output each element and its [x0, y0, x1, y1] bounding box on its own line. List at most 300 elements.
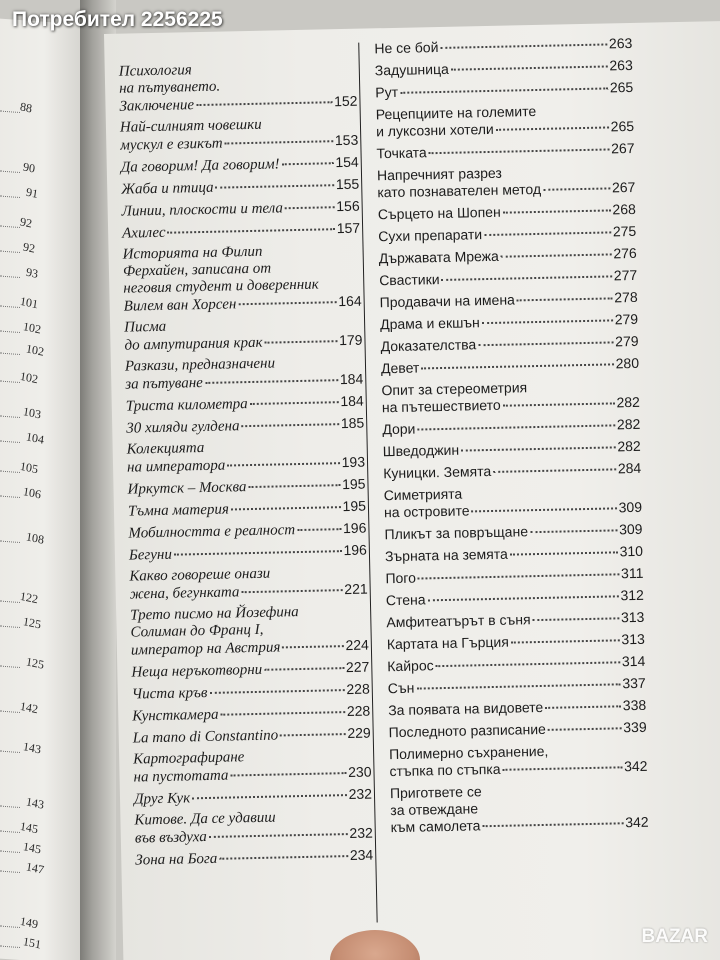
toc-title: император на Австрия	[130, 639, 281, 659]
toc-page-number: 284	[617, 459, 642, 477]
toc-title-row	[380, 311, 638, 333]
toc-page-number: 310	[619, 542, 644, 560]
left-dot-leader	[0, 331, 20, 333]
dot-leader	[282, 162, 334, 165]
toc-title: Свастики	[379, 271, 440, 289]
dot-leader	[421, 363, 613, 369]
toc-title-line: за отвеждане	[390, 800, 479, 819]
dot-leader	[225, 140, 333, 144]
toc-title: Рут	[375, 83, 399, 101]
toc-entry	[134, 786, 372, 809]
toc-title-row	[381, 355, 639, 377]
contents-column-left	[119, 59, 374, 874]
dot-leader	[530, 529, 617, 533]
toc-title-line: Колекцията	[126, 439, 205, 458]
toc-page-number: 268	[612, 200, 636, 218]
user-watermark: Потребител 2256225	[12, 8, 223, 31]
toc-title: Амфитеатърът в съня	[386, 611, 531, 631]
toc-title-row	[380, 333, 638, 355]
toc-entry	[385, 565, 643, 587]
toc-title-row	[379, 267, 637, 289]
toc-entry	[374, 35, 632, 57]
toc-entry	[381, 355, 639, 377]
toc-page-number: 196	[342, 519, 367, 537]
dot-leader	[231, 506, 341, 510]
left-dot-leader	[0, 196, 20, 198]
toc-title: Държавата Мрежа	[378, 247, 499, 267]
left-dot-leader	[0, 226, 20, 228]
toc-title: Продавачи на имена	[379, 291, 516, 311]
dot-leader	[533, 617, 619, 621]
dot-leader	[227, 462, 339, 466]
toc-page-number: 265	[610, 117, 635, 135]
toc-title-line: Разкази, предназначени	[124, 355, 276, 375]
left-dot-leader	[0, 471, 20, 473]
left-dot-leader	[0, 541, 20, 543]
toc-title-row	[128, 498, 366, 521]
toc-title: Ахилес	[122, 224, 166, 242]
toc-entry	[124, 315, 363, 355]
toc-title: Вилем ван Хорсен	[123, 296, 237, 315]
dot-leader	[503, 402, 615, 406]
toc-title-line: Писма	[123, 318, 167, 336]
left-dot-leader	[0, 926, 20, 928]
dot-leader	[209, 833, 348, 838]
dot-leader	[478, 341, 613, 346]
toc-title: Сън	[387, 679, 415, 697]
dot-leader	[248, 484, 340, 488]
dot-leader	[493, 468, 616, 473]
left-dot-leader	[0, 353, 20, 355]
toc-entry	[122, 220, 360, 243]
toc-title-line: Напречният разрез	[376, 164, 503, 184]
toc-title-row	[386, 587, 644, 609]
toc-title-row	[122, 198, 360, 221]
dot-leader	[428, 595, 619, 601]
toc-title-row	[376, 140, 634, 162]
toc-title: Драма и екшън	[379, 314, 480, 333]
toc-title-row	[389, 719, 647, 741]
toc-page-number: 282	[616, 393, 640, 411]
toc-entry	[380, 333, 638, 355]
toc-title-row	[388, 675, 646, 697]
toc-page-number: 154	[335, 153, 359, 171]
left-page-number: 149	[19, 913, 39, 932]
toc-title: Не се бой	[374, 39, 439, 57]
toc-title-line: Трето писмо на Йозефина	[130, 604, 299, 624]
toc-page-number: 184	[339, 370, 364, 388]
toc-page-number: 153	[334, 131, 359, 149]
toc-title: до ампутирания крак	[124, 334, 263, 354]
toc-title: Линии, плоскости и тела	[121, 200, 284, 220]
toc-entry	[375, 57, 633, 79]
toc-title-row	[383, 438, 641, 460]
toc-entry	[383, 438, 641, 460]
toc-page-number: 184	[340, 392, 364, 410]
toc-entry	[133, 747, 372, 787]
dot-leader	[416, 683, 620, 689]
toc-page-number: 282	[617, 437, 641, 455]
toc-title-line: Какво говореше онази	[129, 565, 271, 585]
toc-title: Тъмна материя	[127, 501, 230, 520]
dot-leader	[192, 794, 347, 799]
toc-page-number: 309	[618, 498, 643, 516]
dot-leader	[501, 253, 612, 257]
toc-entry	[125, 354, 364, 394]
toc-entry	[379, 245, 637, 267]
toc-entry	[121, 176, 359, 199]
left-page-number: 103	[22, 404, 42, 422]
toc-title-row	[378, 223, 636, 245]
toc-title-row	[129, 542, 367, 565]
toc-page-number: 267	[610, 139, 635, 157]
left-page-number: 145	[22, 839, 42, 857]
toc-page-number: 276	[613, 244, 637, 262]
toc-page-number: 196	[343, 541, 368, 559]
toc-page-number: 232	[348, 785, 373, 803]
dot-leader	[451, 65, 608, 70]
left-dot-leader	[0, 666, 20, 668]
left-dot-leader	[0, 601, 20, 603]
toc-title: Заключение	[119, 97, 195, 115]
toc-entry	[380, 289, 638, 311]
dot-leader	[221, 711, 345, 716]
dot-leader	[241, 589, 342, 593]
left-page-number: 125	[25, 654, 45, 672]
left-page-number: 92	[19, 214, 33, 231]
toc-title-row	[383, 460, 641, 482]
left-page-edge	[0, 16, 80, 960]
toc-page-number: 157	[336, 219, 361, 237]
toc-title: Пликът за повръщане	[384, 523, 529, 543]
toc-title: към самолета	[390, 817, 481, 836]
toc-entry	[383, 460, 641, 482]
dot-leader	[400, 87, 608, 93]
toc-title-row	[132, 703, 370, 726]
dot-leader	[545, 705, 621, 709]
toc-entry	[132, 681, 370, 704]
left-page-number: 102	[22, 319, 42, 337]
toc-title: Мобилността е реалност	[128, 522, 296, 542]
toc-title: жена, бегунката	[129, 584, 240, 603]
toc-entry	[122, 198, 360, 221]
dot-leader	[417, 424, 615, 430]
left-page-number: 102	[25, 341, 45, 359]
left-dot-leader	[0, 751, 20, 753]
toc-title: Картата на Гърция	[386, 633, 510, 653]
toc-page-number: 263	[608, 34, 633, 52]
toc-page-number: 193	[341, 453, 366, 471]
left-page-number: 147	[25, 859, 45, 877]
dot-leader	[238, 301, 336, 305]
toc-title-row	[128, 520, 366, 543]
left-page-number: 104	[25, 429, 45, 447]
toc-title-line: неговия студент и доверенник	[123, 276, 319, 297]
toc-entry	[127, 437, 366, 477]
left-page-number: 143	[25, 794, 45, 812]
dot-leader	[230, 772, 346, 776]
toc-entry	[384, 521, 642, 543]
left-page-number: 88	[19, 99, 33, 116]
toc-entry	[380, 311, 638, 333]
dot-leader	[517, 297, 612, 301]
toc-title-row	[387, 653, 645, 675]
toc-page-number: 232	[349, 824, 373, 842]
toc-entry	[386, 609, 644, 631]
toc-entry	[127, 476, 365, 499]
toc-page-number: 282	[616, 415, 641, 433]
toc-title-row	[375, 79, 633, 101]
toc-title: Друг Кук	[133, 790, 191, 808]
dot-leader	[436, 661, 620, 667]
left-page-number: 101	[19, 293, 39, 312]
toc-entry	[389, 741, 648, 780]
toc-title-row	[122, 220, 360, 243]
toc-page-number: 339	[623, 718, 647, 736]
toc-title-row	[375, 57, 633, 79]
toc-entry	[130, 603, 369, 660]
toc-entry	[132, 703, 370, 726]
toc-page-number: 195	[342, 497, 367, 515]
toc-title: Жаба и птица	[121, 179, 214, 198]
toc-title-row	[132, 681, 370, 704]
toc-title: За появата на видовете	[388, 698, 544, 719]
toc-title-row	[379, 245, 637, 267]
toc-page-number: 228	[346, 680, 370, 698]
toc-entry	[135, 847, 373, 870]
left-dot-leader	[0, 946, 20, 948]
toc-entry	[390, 780, 649, 836]
toc-entry	[126, 393, 364, 416]
toc-title-row	[382, 416, 640, 438]
toc-title: Иркутск – Москва	[127, 479, 247, 498]
left-dot-leader	[0, 306, 20, 308]
toc-title: Бегуни	[128, 546, 173, 564]
toc-title-line: Рецепциите на големите	[375, 102, 537, 123]
dot-leader	[297, 528, 341, 531]
dot-leader	[442, 275, 612, 281]
toc-entry	[129, 542, 367, 565]
contents-page	[104, 20, 720, 960]
toc-page-number: 338	[622, 696, 647, 714]
left-dot-leader	[0, 251, 20, 253]
toc-page-number: 311	[620, 564, 644, 582]
toc-title: Пого	[385, 569, 417, 587]
toc-entry	[379, 267, 637, 289]
toc-title-row	[126, 393, 364, 416]
toc-title: на островите	[383, 502, 470, 521]
toc-title: Неща неръкотворни	[131, 661, 263, 681]
toc-page-number: 342	[623, 757, 648, 775]
left-page-number: 106	[22, 484, 42, 502]
left-dot-leader	[0, 416, 20, 418]
toc-entry	[122, 242, 361, 316]
toc-title: на пустотата	[133, 767, 229, 786]
toc-page-number: 195	[341, 475, 366, 493]
dot-leader	[205, 379, 338, 384]
toc-page-number: 230	[347, 763, 372, 781]
toc-title: и луксозни хотели	[375, 120, 494, 140]
left-dot-leader	[0, 626, 20, 628]
dot-leader	[484, 231, 611, 236]
toc-title: Кунсткамера	[132, 706, 219, 725]
toc-title: за пътуване	[125, 375, 204, 393]
toc-page-number: 275	[612, 222, 637, 240]
toc-entry	[126, 415, 364, 438]
toc-title-line: Пригответе се	[389, 783, 482, 802]
toc-page-number: 224	[345, 636, 370, 654]
dot-leader	[242, 423, 339, 427]
toc-entry	[377, 162, 636, 201]
toc-title: на императора	[126, 457, 226, 476]
toc-page-number: 279	[615, 332, 639, 350]
toc-title: Последното разписание	[388, 720, 546, 741]
toc-entry	[381, 377, 640, 416]
toc-entry	[389, 719, 647, 741]
dot-leader	[503, 766, 623, 771]
toc-title: като познавателен метод	[377, 180, 542, 201]
toc-title: Зона на Бога	[135, 850, 218, 869]
dot-leader	[511, 639, 620, 643]
toc-page-number: 234	[349, 846, 374, 864]
left-page-number: 90	[22, 159, 36, 176]
left-page-number: 92	[22, 239, 36, 256]
left-dot-leader	[0, 441, 20, 443]
toc-entry	[375, 79, 633, 101]
toc-title-line: на пътуването.	[118, 78, 221, 97]
dot-leader	[510, 551, 618, 555]
left-page-number: 108	[25, 529, 45, 547]
dot-leader	[461, 446, 615, 451]
toc-page-number: 279	[614, 310, 639, 328]
toc-title-line: Ферхайен, записана от	[122, 260, 272, 280]
left-dot-leader	[0, 276, 20, 278]
dot-leader	[209, 689, 344, 694]
toc-title-row	[374, 35, 632, 57]
toc-page-number: 179	[338, 331, 363, 349]
toc-entry	[388, 697, 646, 719]
toc-title: Куницки. Земята	[383, 462, 492, 482]
toc-title-row	[387, 631, 645, 653]
toc-title: Точката	[376, 144, 427, 162]
dot-leader	[280, 733, 345, 736]
toc-page-number: 278	[614, 288, 638, 306]
toc-page-number: 313	[621, 630, 645, 648]
contents-column-right	[374, 35, 649, 841]
left-dot-leader	[0, 171, 20, 173]
toc-entry	[129, 564, 368, 604]
toc-title: Доказателства	[380, 336, 477, 355]
left-page-number: 151	[22, 934, 42, 952]
toc-title: Чиста кръв	[131, 684, 208, 703]
dot-leader	[472, 507, 617, 512]
left-page-number: 142	[19, 698, 39, 717]
toc-entry	[131, 659, 369, 682]
dot-leader	[543, 187, 610, 190]
toc-title-row	[388, 697, 646, 719]
toc-page-number: 263	[609, 56, 633, 74]
left-dot-leader	[0, 831, 20, 833]
toc-title-line: Най-силният човешки	[119, 116, 262, 136]
toc-title-line: Историята на Филип	[122, 243, 263, 263]
toc-page-number: 277	[613, 266, 638, 284]
toc-title-row	[386, 609, 644, 631]
left-dot-leader	[0, 851, 20, 853]
toc-title-row	[131, 659, 369, 682]
toc-page-number: 227	[345, 658, 370, 676]
toc-page-number: 164	[338, 292, 362, 310]
toc-title: на пътешествието	[381, 396, 501, 416]
toc-title-row	[121, 154, 359, 177]
toc-entry	[388, 675, 646, 697]
toc-page-number: 309	[618, 520, 643, 538]
toc-title-line: Симетрията	[383, 485, 463, 504]
toc-entry	[119, 59, 358, 116]
toc-title: Задушница	[374, 60, 449, 79]
dot-leader	[418, 573, 619, 579]
left-dot-leader	[0, 111, 20, 113]
toc-title-row	[134, 786, 372, 809]
toc-page-number: 312	[620, 586, 645, 604]
toc-title-line: Опит за стереометрия	[381, 379, 528, 399]
toc-title-line: Психология	[118, 62, 192, 80]
left-page-number: 105	[19, 458, 39, 477]
toc-page-number: 313	[620, 608, 645, 626]
left-page-number: 145	[19, 818, 39, 837]
toc-entry	[133, 725, 371, 748]
toc-title-line: Полимерно съхранение,	[388, 742, 549, 763]
dot-leader	[429, 148, 609, 154]
toc-title: Стена	[385, 591, 426, 609]
toc-entry	[384, 482, 643, 521]
dot-leader	[503, 209, 611, 213]
toc-title: мускул е езикът	[120, 135, 223, 154]
toc-page-number: 156	[336, 197, 360, 215]
dot-leader	[482, 822, 623, 827]
left-page-number: 93	[25, 264, 39, 281]
dot-leader	[482, 319, 613, 324]
toc-page-number: 314	[621, 652, 646, 670]
left-dot-leader	[0, 381, 20, 383]
toc-entry	[134, 808, 373, 848]
toc-title: във въздуха	[134, 829, 207, 847]
left-page-number: 143	[22, 739, 42, 757]
toc-title: Девет	[380, 359, 420, 377]
toc-page-number: 267	[611, 178, 636, 196]
toc-title-line: Китове. Да се удавиш	[134, 809, 276, 829]
dot-leader	[168, 228, 335, 234]
toc-title: La mano di Constantino	[132, 727, 279, 747]
toc-entry	[385, 543, 643, 565]
toc-entry	[376, 140, 634, 162]
toc-entry	[382, 416, 640, 438]
toc-title: стъпка по стъпка	[389, 760, 501, 780]
toc-entry	[387, 631, 645, 653]
toc-entry	[376, 101, 635, 140]
toc-entry	[386, 587, 644, 609]
left-page-number: 91	[25, 184, 39, 201]
toc-title: Триста километра	[125, 396, 248, 415]
toc-entry	[128, 498, 366, 521]
toc-title: Сухи препарати	[378, 226, 483, 245]
dot-leader	[219, 855, 348, 860]
toc-title: Зърната на земята	[384, 545, 508, 565]
toc-page-number: 280	[615, 354, 640, 372]
toc-page-number: 152	[333, 92, 358, 110]
toc-page-number: 185	[340, 414, 365, 432]
toc-title-row	[135, 847, 373, 870]
toc-title: Дори	[382, 420, 416, 438]
